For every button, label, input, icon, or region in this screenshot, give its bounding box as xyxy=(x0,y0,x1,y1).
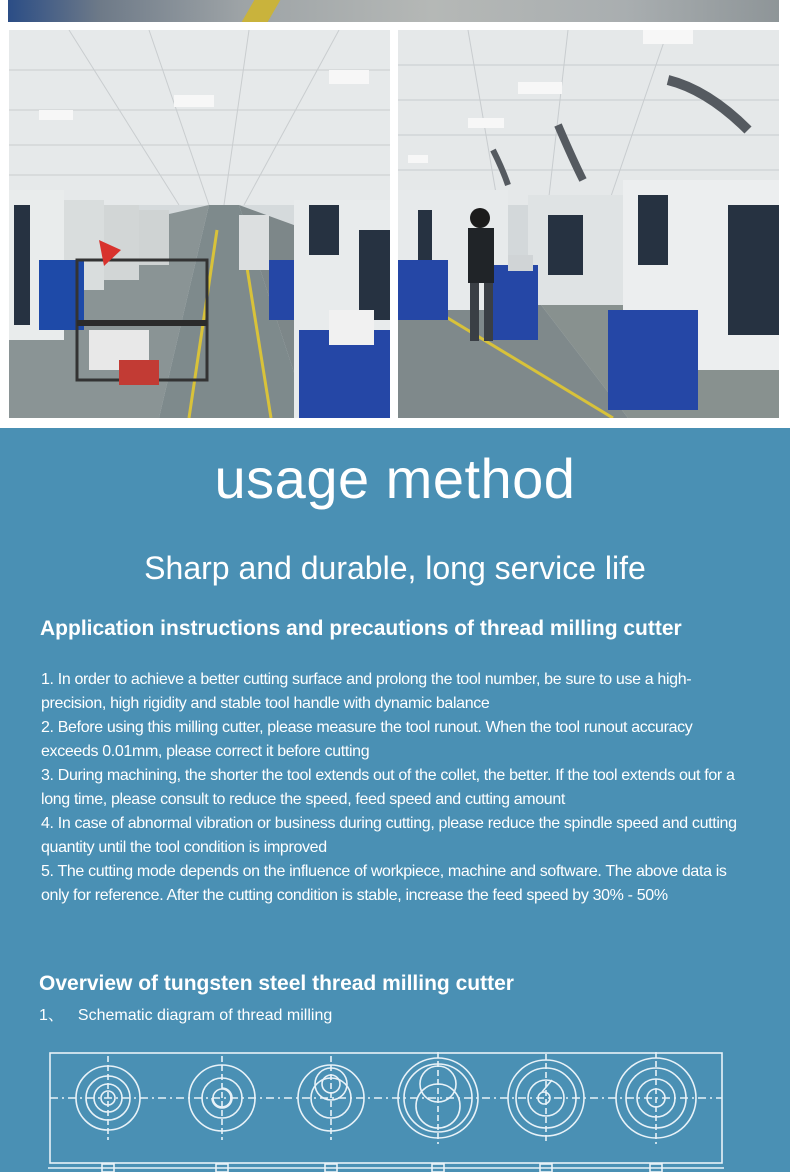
schematic-item-number: 1、 xyxy=(39,1007,64,1024)
schematic-step-4 xyxy=(398,1052,478,1172)
instruction-item: 2. Before using this milling cutter, please measure the tool runout. When the tool runout accuracy exceeds 0.01mm, please correct it before cutting xyxy=(41,719,693,760)
schematic-step-3 xyxy=(298,1056,364,1172)
overview-heading: Overview of tungsten steel thread milling cutter xyxy=(39,972,514,995)
instruction-list xyxy=(41,668,753,908)
cnc-machine-operator-photo xyxy=(398,30,779,418)
usage-method-title: usage method xyxy=(214,447,576,510)
application-heading: Application instructions and precautions of thread milling cutter xyxy=(40,617,682,640)
schematic-item-label: Schematic diagram of thread milling xyxy=(77,1007,333,1024)
schematic-item xyxy=(39,1002,332,1025)
instruction-item: 4. In case of abnormal vibration or business during cutting, please reduce the spindle speed and cutting quantity until the tool condition is improved xyxy=(41,815,737,856)
schematic-step-1 xyxy=(76,1056,140,1172)
schematic-step-2 xyxy=(189,1056,255,1172)
instruction-item: 5. The cutting mode depends on the influence of workpiece, machine and software. The above data is only for reference. After the cutting condition is stable, increase the feed speed by 30% - 50% xyxy=(41,863,727,904)
thread-milling-schematic xyxy=(48,1050,724,1172)
instruction-item: 1. In order to achieve a better cutting surface and prolong the tool number, be sure to use a high-precision, high rigidity and stable tool handle with dynamic balance xyxy=(41,671,692,712)
usage-method-panel xyxy=(0,428,790,1172)
instruction-item: 3. During machining, the shorter the tool extends out of the collet, the better. If the tool extends out for a long time, please consult to reduce the speed, feed speed and cutting amount xyxy=(41,767,735,808)
schematic-step-5 xyxy=(508,1054,584,1172)
schematic-frame xyxy=(50,1053,722,1163)
schematic-step-6 xyxy=(616,1052,696,1172)
photo-strip xyxy=(0,0,790,428)
usage-method-subtitle: Sharp and durable, long service life xyxy=(144,550,646,586)
factory-floor-photo-top xyxy=(8,0,779,22)
cnc-workshop-aisle-photo xyxy=(9,30,390,418)
